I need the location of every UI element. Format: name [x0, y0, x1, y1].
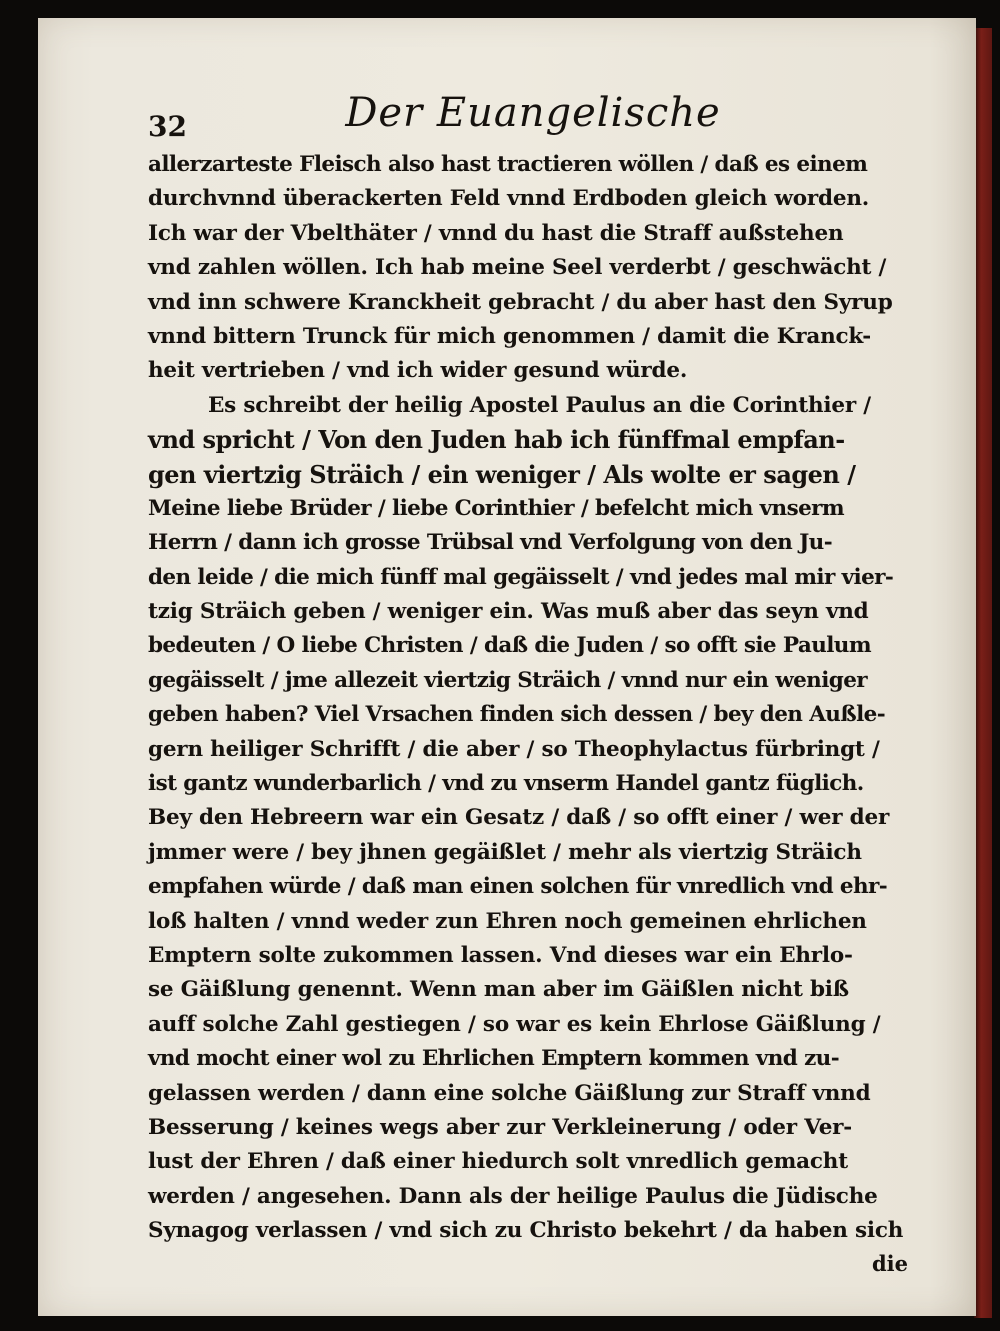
text-line: gegäisselt / jme allezeit viertzig Sträich / vnnd nur ein weniger [148, 667, 868, 693]
text-line: vnd inn schwere Kranckheit gebracht / du aber hast den Syrup [148, 289, 893, 315]
text-line: vnnd bittern Trunck für mich genommen / damit die Kranck- [148, 323, 871, 349]
text-line: bedeuten / O liebe Christen / daß die Juden / so offt sie Paulum [148, 633, 871, 659]
text-line: Ich war der Vbelthäter / vnnd du hast die Straff außstehen [148, 220, 844, 246]
text-line: gern heiliger Schrifft / die aber / so Theophylactus fürbringt / [148, 736, 880, 762]
text-line: lust der Ehren / daß einer hiedurch solt vnredlich gemacht [148, 1149, 848, 1175]
running-title: Der Euangelische [345, 90, 721, 136]
text-line: Meine liebe Brüder / liebe Corinthier / befelcht mich vnserm [148, 495, 845, 521]
text-line: heit vertrieben / vnd ich wider gesund würde. [148, 358, 688, 384]
page-header [148, 88, 948, 143]
text-line: gen viertzig Sträich / ein weniger / Als wolte er sagen / [148, 459, 856, 489]
text-line: gelassen werden / dann eine solche Gäißlung zur Straff vnnd [148, 1080, 871, 1106]
text-line: Emptern solte zukommen lassen. Vnd dieses war ein Ehrlo- [148, 942, 853, 968]
catchword: die [871, 1250, 908, 1276]
text-line: Besserung / keines wegs aber zur Verkleinerung / oder Ver- [148, 1114, 853, 1140]
text-line: Es schreibt der heilig Apostel Paulus an die Corinthier / [208, 392, 871, 418]
text-line: durchvnnd überackerten Feld vnnd Erdboden gleich worden. [148, 186, 870, 212]
page-number: 32 [148, 110, 187, 143]
text-line: geben haben? Viel Vrsachen finden sich dessen / bey den Außle- [148, 702, 886, 728]
text-line: ist gantz wunderbarlich / vnd zu vnserm Handel gantz füglich. [148, 771, 864, 797]
text-line: vnd mocht einer wol zu Ehrlichen Emptern kommen vnd zu- [148, 1046, 840, 1072]
text-line: se Gäißlung genennt. Wenn man aber im Gäißlen nicht biß [148, 977, 849, 1003]
text-block [148, 88, 948, 1279]
text-line: vnd spricht / Von den Juden hab ich fünffmal empfan- [148, 425, 845, 455]
text-line: Herrn / dann ich grosse Trübsal vnd Verfolgung von den Ju- [148, 530, 833, 556]
text-line: Bey den Hebreern war ein Gesatz / daß / so offt einer / wer der [148, 805, 890, 831]
text-line: auff solche Zahl gestiegen / so war es kein Ehrlose Gäißlung / [148, 1011, 881, 1037]
text-line: jmmer were / bey jhnen gegäißlet / mehr als viertzig Sträich [148, 839, 862, 865]
body-text [148, 148, 948, 1279]
text-line: empfahen würde / daß man einen solchen für vnredlich vnd ehr- [148, 874, 888, 900]
text-line: den leide / die mich fünff mal gegäisselt / vnd jedes mal mir vier- [148, 564, 894, 590]
text-line: vnd zahlen wöllen. Ich hab meine Seel verderbt / geschwächt / [148, 255, 887, 281]
book-edge [974, 28, 992, 1318]
paper-page [38, 18, 976, 1316]
text-line: tzig Sträich geben / weniger ein. Was muß aber das seyn vnd [148, 599, 869, 625]
text-line: loß halten / vnnd weder zun Ehren noch gemeinen ehrlichen [148, 908, 867, 934]
text-line: allerzarteste Fleisch also hast tractieren wöllen / daß es einem [148, 152, 868, 177]
text-line: werden / angesehen. Dann als der heilige Paulus die Jüdische [148, 1183, 878, 1209]
text-line: Synagog verlassen / vnd sich zu Christo bekehrt / da haben sich [148, 1218, 904, 1244]
